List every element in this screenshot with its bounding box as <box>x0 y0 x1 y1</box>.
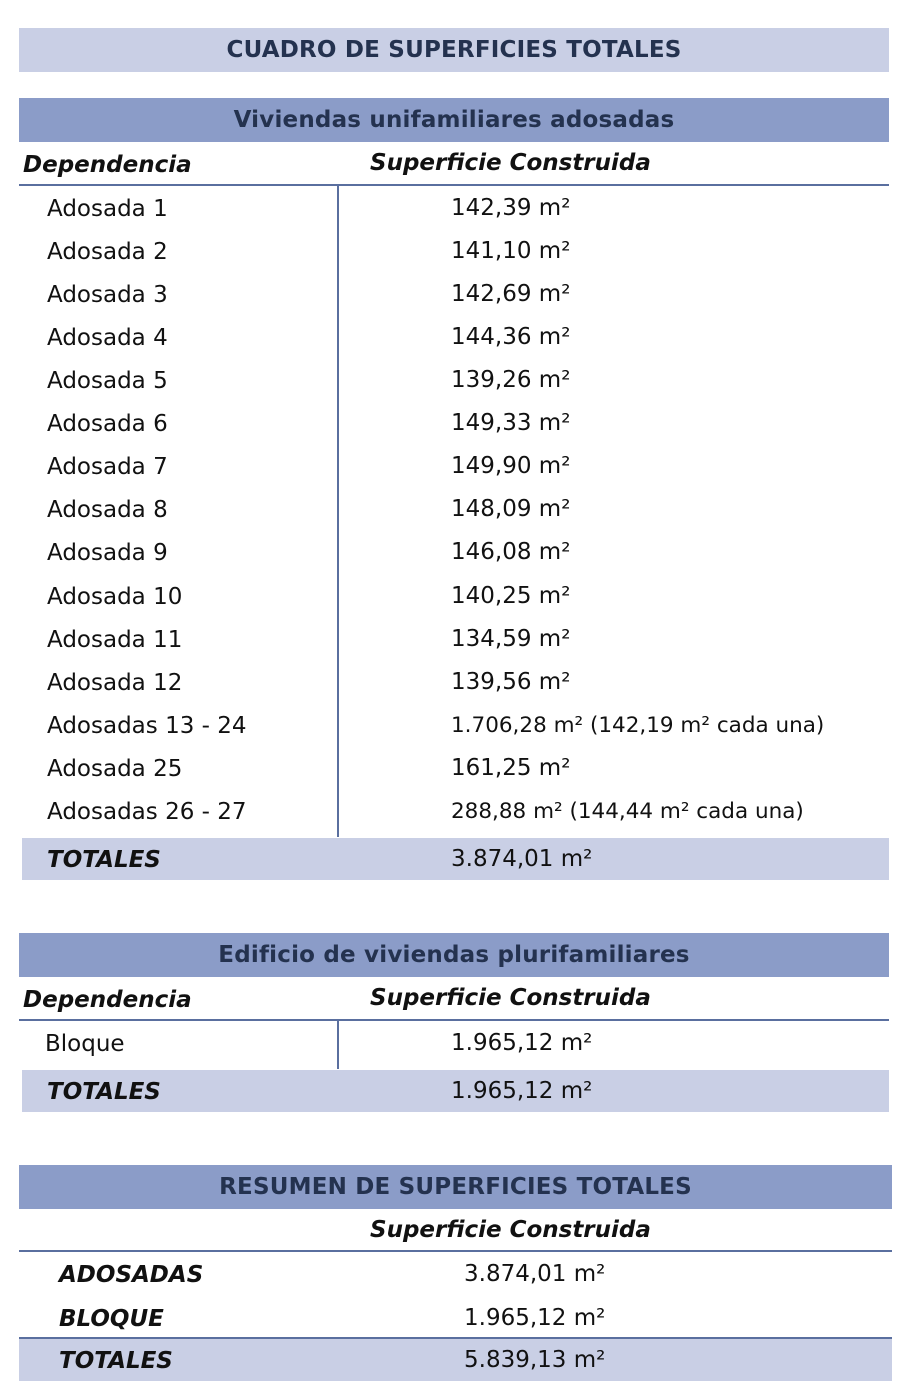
table-row-name: Adosada 25 <box>47 756 183 782</box>
adosadas-title: Viviendas unifamiliares adosadas <box>233 107 675 133</box>
table-row-name: Adosada 11 <box>47 627 183 653</box>
table-row-name: Adosadas 13 - 24 <box>47 713 247 739</box>
main-title-band <box>19 28 889 72</box>
table-row-area: 1.706,28 m² (142,19 m² cada una) <box>451 713 825 738</box>
table-row-area: 144,36 m² <box>451 324 571 350</box>
adosadas-col-dependencia: Dependencia <box>23 152 192 178</box>
table-row-name: Adosada 9 <box>47 540 168 566</box>
bloque-col-superficie: Superficie Construida <box>370 985 651 1011</box>
table-row-area: 161,25 m² <box>451 755 571 781</box>
adosadas-header-rule <box>19 184 889 186</box>
bloque-col-dependencia: Dependencia <box>23 987 192 1013</box>
adosadas-total-value: 3.874,01 m² <box>451 846 593 872</box>
resumen-header-rule <box>19 1250 892 1252</box>
bloque-column-divider <box>337 1020 339 1069</box>
table-row-area: 139,26 m² <box>451 367 571 393</box>
table-row-name: Adosada 5 <box>47 368 168 394</box>
table-row-name: Adosada 8 <box>47 497 168 523</box>
table-row-name: Adosadas 26 - 27 <box>47 799 247 825</box>
bloque-total-value: 1.965,12 m² <box>451 1078 593 1104</box>
table-row-area: 142,69 m² <box>451 281 571 307</box>
table-row-name: Adosada 7 <box>47 454 168 480</box>
adosadas-col-superficie: Superficie Construida <box>370 150 651 176</box>
bloque-title: Edificio de viviendas plurifamiliares <box>218 942 690 968</box>
table-row-area: 146,08 m² <box>451 539 571 565</box>
table-row-area: 148,09 m² <box>451 496 571 522</box>
table-row-name: Adosada 3 <box>47 282 168 308</box>
table-row-name: Adosada 1 <box>47 196 168 222</box>
table-row-area: 1.965,12 m² <box>451 1030 593 1056</box>
table-row-area: 134,59 m² <box>451 626 571 652</box>
table-row-name: Bloque <box>45 1031 125 1057</box>
table-row-area: 141,10 m² <box>451 238 571 264</box>
table-row-area: 288,88 m² (144,44 m² cada una) <box>451 799 804 824</box>
bloque-title-band <box>19 933 889 977</box>
adosadas-total-label: TOTALES <box>47 847 161 873</box>
table-row-area: 142,39 m² <box>451 195 571 221</box>
table-row-name: Adosada 10 <box>47 584 183 610</box>
table-row-name: Adosada 12 <box>47 670 183 696</box>
resumen-total-label: TOTALES <box>59 1348 173 1374</box>
table-row-name: Adosada 6 <box>47 411 168 437</box>
resumen-col-superficie: Superficie Construida <box>370 1217 651 1243</box>
resumen-title-band <box>19 1165 892 1209</box>
adosadas-column-divider <box>337 185 339 837</box>
resumen-row-name: ADOSADAS <box>59 1262 204 1288</box>
bloque-header-rule <box>19 1019 889 1021</box>
adosadas-title-band <box>19 98 889 142</box>
table-row-area: 149,90 m² <box>451 453 571 479</box>
table-row-name: Adosada 4 <box>47 325 168 351</box>
table-row-area: 149,33 m² <box>451 410 571 436</box>
resumen-row-name: BLOQUE <box>59 1306 164 1332</box>
resumen-row-area: 3.874,01 m² <box>464 1261 606 1287</box>
table-row-area: 139,56 m² <box>451 669 571 695</box>
resumen-total-value: 5.839,13 m² <box>464 1347 606 1373</box>
resumen-title: RESUMEN DE SUPERFICIES TOTALES <box>219 1174 692 1200</box>
resumen-row-area: 1.965,12 m² <box>464 1305 606 1331</box>
bloque-total-label: TOTALES <box>47 1079 161 1105</box>
main-title: CUADRO DE SUPERFICIES TOTALES <box>226 37 682 63</box>
table-row-name: Adosada 2 <box>47 239 168 265</box>
table-row-area: 140,25 m² <box>451 583 571 609</box>
